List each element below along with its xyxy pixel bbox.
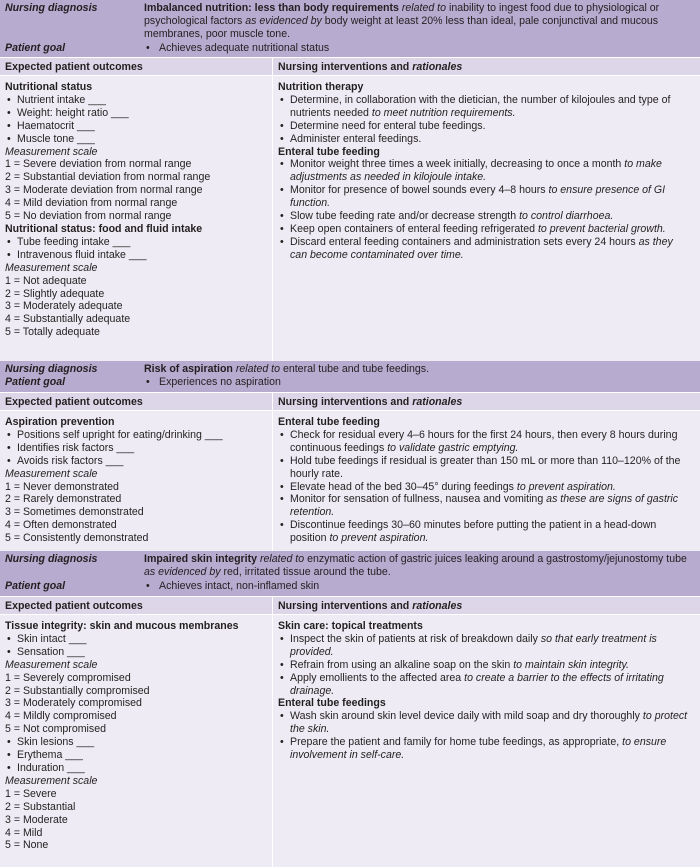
rationale-text: to ensure presence of GI function.	[290, 184, 666, 210]
intervention-text: Keep open containers of enteral feeding refrigerated	[290, 222, 538, 235]
outcome-heading: Nutritional status: food and fluid intake	[5, 222, 203, 235]
patient-goal-text: • Achieves intact, non-inflamed skin	[146, 580, 696, 593]
content-row	[0, 615, 700, 867]
scale-level: 3 = Moderately adequate	[5, 300, 123, 313]
rationales-header-label: rationales	[412, 61, 463, 73]
intervention-item	[278, 120, 692, 133]
intervention-item	[278, 455, 692, 481]
outcome-indicator: • Positions self upright for eating/drinking ___	[5, 429, 268, 442]
intervention-text: Enteral tube feeding	[278, 416, 380, 428]
scale-level: 5 = Not compromised	[5, 723, 106, 736]
interventions-column	[272, 411, 700, 551]
diagnosis-text	[139, 361, 700, 376]
column-header-row	[0, 57, 700, 76]
outcome-indicator: • Intravenous fluid intake ___	[5, 249, 268, 262]
rationales-header-label: rationales	[412, 600, 463, 612]
scale-level: 5 = None	[5, 839, 49, 852]
intervention-heading	[278, 81, 692, 94]
intervention-text: Slow tube feeding rate and/or decrease strength	[290, 210, 520, 223]
interventions-header	[272, 597, 700, 614]
intervention-text: Wash skin around skin level device daily with mild soap and dry thoroughly	[290, 710, 643, 723]
expected-outcomes-header: Expected patient outcomes	[5, 61, 143, 73]
outcome-heading: Aspiration prevention	[5, 416, 115, 428]
nursing-diagnosis-label: Nursing diagnosis	[5, 553, 98, 565]
scale-level: 2 = Substantially compromised	[5, 684, 150, 697]
outcome-indicator: • Sensation ___	[5, 646, 268, 659]
plain-text: enzymatic action of gastric juices leaking around a gastrostomy/jejunostomy tube	[304, 553, 687, 565]
outcome-indicator: • Haematocrit ___	[5, 120, 268, 133]
intervention-item	[278, 133, 692, 146]
outcome-indicator: • Nutrient intake ___	[5, 94, 268, 107]
patient-goal-label: Patient goal	[5, 42, 66, 54]
care-plan-block-skin-integrity	[0, 551, 700, 867]
outcome-heading: Nutritional status	[5, 81, 93, 93]
intervention-item	[278, 184, 692, 210]
diagnosis-row	[0, 551, 700, 596]
intervention-item	[278, 236, 692, 262]
rationale-text: to prevent aspiration.	[329, 532, 429, 545]
intervention-text: Refrain from using an alkaline soap on the skin	[290, 658, 514, 671]
diagnosis-row	[0, 0, 700, 57]
measurement-scale-label: Measurement scale	[5, 467, 98, 480]
measurement-scale-label: Measurement scale	[5, 658, 98, 671]
intervention-heading	[278, 146, 692, 159]
diagnosis-text	[139, 0, 700, 42]
intervention-heading	[278, 620, 692, 633]
intervention-text: Nutrition therapy	[278, 81, 364, 93]
scale-level: 3 = Moderately compromised	[5, 697, 142, 710]
italic-text: as evidenced by	[144, 565, 221, 578]
nursing-diagnosis-label: Nursing diagnosis	[5, 2, 98, 14]
italic-text: related to	[232, 363, 281, 375]
scale-level: 1 = Never demonstrated	[5, 480, 119, 493]
outcome-indicator: • Skin lesions ___	[5, 736, 268, 749]
scale-level: 2 = Substantial	[5, 800, 76, 813]
scale-level: 5 = Consistently demonstrated	[5, 532, 149, 545]
nursing-diagnosis-label: Nursing diagnosis	[5, 363, 98, 375]
intervention-item	[278, 519, 692, 545]
intervention-text: Administer enteral feedings.	[290, 132, 422, 145]
rationale-text: to create a barrier to the effects of irritating drainage.	[290, 671, 664, 697]
intervention-item	[278, 633, 692, 659]
intervention-text: Monitor for presence of bowel sounds every 4–8 hours	[290, 184, 549, 197]
scale-level: 1 = Severe deviation from normal range	[5, 158, 192, 171]
intervention-item	[278, 736, 692, 762]
scale-level: 4 = Often demonstrated	[5, 519, 117, 532]
plain-text: enteral tube and tube feedings.	[280, 363, 430, 375]
content-row	[0, 76, 700, 361]
measurement-scale-label: Measurement scale	[5, 774, 98, 787]
intervention-item	[278, 659, 692, 672]
outcome-heading: Tissue integrity: skin and mucous membranes	[5, 620, 239, 632]
outcome-indicator: • Identifies risk factors ___	[5, 442, 268, 455]
intervention-item	[278, 672, 692, 698]
patient-goal-label: Patient goal	[5, 376, 66, 388]
patient-goal	[139, 580, 700, 596]
intervention-text: Enteral tube feedings	[278, 697, 386, 710]
interventions-header-label: Nursing interventions and	[278, 600, 410, 612]
outcomes-column	[0, 411, 272, 551]
intervention-text: Determine need for enteral tube feedings.	[290, 119, 486, 132]
column-header-row	[0, 596, 700, 615]
italic-text: related to	[257, 553, 305, 565]
scale-level: 1 = Not adequate	[5, 274, 87, 287]
scale-level: 5 = Totally adequate	[5, 326, 100, 339]
diagnosis-title: Risk of aspiration	[144, 363, 233, 375]
interventions-column	[272, 76, 700, 361]
scale-level: 1 = Severe	[5, 787, 57, 800]
expected-outcomes-header: Expected patient outcomes	[5, 600, 143, 612]
rationale-text: to protect the skin.	[290, 710, 688, 736]
intervention-text: Monitor weight three times a week initially, decreasing to once a month	[290, 158, 625, 171]
intervention-item	[278, 158, 692, 184]
plain-text: body weight at least 20% less than ideal, pale conjunctival and mucous membranes, poor muscle tone.	[144, 14, 659, 40]
patient-goal-text: • Experiences no aspiration	[146, 376, 696, 389]
diagnosis-row	[0, 361, 700, 392]
interventions-header	[272, 58, 700, 75]
scale-level: 2 = Slightly adequate	[5, 287, 105, 300]
scale-level: 4 = Mild	[5, 826, 43, 839]
content-row	[0, 411, 700, 551]
rationale-text: to prevent bacterial growth.	[537, 222, 666, 235]
plain-text: red, irritated tissue around the tube.	[220, 565, 391, 578]
intervention-text: Discontinue feedings 30–60 minutes before putting the patient in a head-down position	[290, 519, 657, 545]
scale-level: 3 = Moderate	[5, 813, 68, 826]
intervention-text: Elevate head of the bed 30–45° during feedings	[290, 480, 517, 493]
scale-level: 5 = No deviation from normal range	[5, 210, 172, 223]
scale-level: 1 = Severely compromised	[5, 671, 131, 684]
outcome-indicator: • Skin intact ___	[5, 633, 268, 646]
intervention-item	[278, 210, 692, 223]
measurement-scale-label: Measurement scale	[5, 261, 98, 274]
intervention-text: Monitor for sensation of fullness, nausea and vomiting	[290, 493, 547, 506]
diagnosis-title: Impaired skin integrity	[144, 553, 258, 565]
italic-text: related to	[398, 2, 447, 14]
intervention-text: Skin care: topical treatments	[278, 620, 423, 632]
outcomes-column	[0, 615, 272, 867]
scale-level: 4 = Mild deviation from normal range	[5, 197, 178, 210]
measurement-scale-label: Measurement scale	[5, 145, 98, 158]
intervention-heading	[278, 697, 692, 710]
patient-goal	[139, 42, 700, 57]
scale-level: 4 = Mildly compromised	[5, 710, 117, 723]
rationale-text: so that early treatment is provided.	[290, 632, 657, 658]
rationale-text: to maintain skin integrity.	[513, 658, 629, 671]
scale-level: 3 = Sometimes demonstrated	[5, 506, 144, 519]
care-plan-block-nutrition	[0, 0, 700, 361]
interventions-header	[272, 393, 700, 410]
intervention-item	[278, 481, 692, 494]
rationale-text: to validate gastric emptying.	[387, 441, 519, 454]
italic-text: as evidenced by	[245, 14, 322, 27]
rationales-header-label: rationales	[412, 396, 463, 408]
rationale-text: to ensure involvement in self-care.	[290, 736, 667, 762]
diagnosis-title: Imbalanced nutrition: less than body requirements	[144, 2, 399, 14]
intervention-text: Check for residual every 4–6 hours for the first 24 hours, then every 8 hours during continuous feedings	[290, 428, 678, 454]
intervention-text: Discard enteral feeding containers and administration sets every 24 hours	[290, 235, 639, 248]
scale-level: 3 = Moderate deviation from normal range	[5, 184, 203, 197]
intervention-text: Determine, in collaboration with the dietician, the number of kilojoules and type of nutrients needed	[290, 93, 671, 119]
intervention-heading	[278, 416, 692, 429]
expected-outcomes-header: Expected patient outcomes	[5, 396, 143, 408]
intervention-item	[278, 94, 692, 120]
outcome-indicator: • Weight: height ratio ___	[5, 107, 268, 120]
intervention-text: Hold tube feedings if residual is greater than 150 mL or more than 110–120% of the hourly rate.	[290, 454, 681, 480]
scale-level: 4 = Substantially adequate	[5, 313, 131, 326]
intervention-item	[278, 223, 692, 236]
outcome-indicator: • Erythema ___	[5, 749, 268, 762]
intervention-item	[278, 429, 692, 455]
interventions-column	[272, 615, 700, 867]
care-plan-block-aspiration	[0, 361, 700, 551]
rationale-text: as these are signs of gastric retention.	[290, 493, 679, 519]
patient-goal-label: Patient goal	[5, 580, 66, 592]
intervention-text: Apply emollients to the affected area	[290, 671, 465, 684]
scale-level: 2 = Substantial deviation from normal range	[5, 171, 211, 184]
outcome-indicator: • Induration ___	[5, 762, 268, 775]
rationale-text: to control diarrhoea.	[519, 210, 614, 223]
outcome-indicator: • Tube feeding intake ___	[5, 236, 268, 249]
scale-level: 2 = Rarely demonstrated	[5, 493, 122, 506]
rationale-text: to meet nutrition requirements.	[371, 106, 516, 119]
diagnosis-text	[139, 551, 700, 580]
interventions-header-label: Nursing interventions and	[278, 61, 410, 73]
patient-goal	[139, 376, 700, 392]
patient-goal-text: • Achieves adequate nutritional status	[146, 42, 696, 55]
intervention-text: Enteral tube feeding	[278, 145, 380, 158]
rationale-text: to prevent aspiration.	[516, 480, 616, 493]
rationale-text: to make adjustments as needed in kilojoule intake.	[290, 158, 662, 184]
plain-text: inability to ingest food due to physiological or psychological factors	[144, 2, 660, 27]
intervention-text: Prepare the patient and family for home tube feedings, as appropriate,	[290, 736, 623, 749]
rationale-text: as they can become contaminated over time.	[290, 235, 673, 261]
outcome-indicator: • Avoids risk factors ___	[5, 455, 268, 468]
intervention-text: Inspect the skin of patients at risk of breakdown daily	[290, 632, 541, 645]
column-header-row	[0, 392, 700, 411]
interventions-header-label: Nursing interventions and	[278, 396, 410, 408]
intervention-item	[278, 710, 692, 736]
outcomes-column	[0, 76, 272, 361]
outcome-indicator: • Muscle tone ___	[5, 133, 268, 146]
intervention-item	[278, 493, 692, 519]
